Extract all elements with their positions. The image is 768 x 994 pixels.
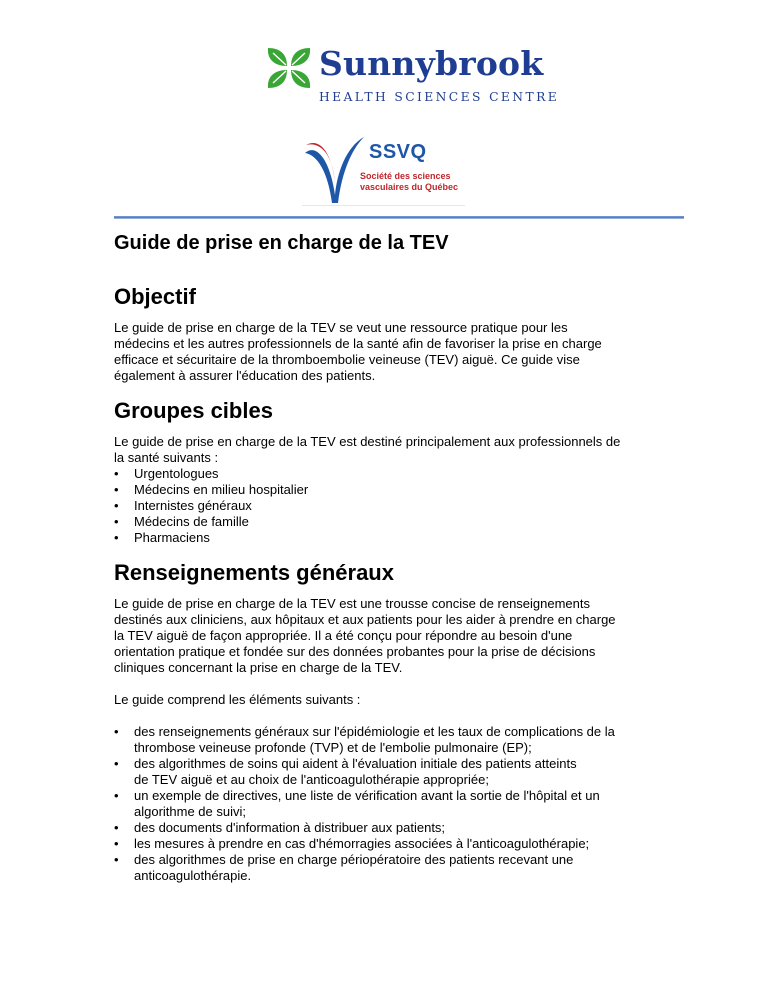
list-item: • Médecins de famille (114, 514, 674, 530)
objectif-paragraph (114, 320, 674, 384)
text-line: • des renseignements généraux sur l'épidémiologie et les taux de complications de la (134, 724, 615, 739)
ssvq-line-1: Société des sciences (360, 171, 451, 181)
list-item: • Internistes généraux (114, 498, 674, 514)
sunnybrook-name: Sunnybrook (319, 44, 544, 83)
text-line: algorithme de suivi; (134, 804, 246, 819)
text-line: également à assurer l'éducation des patients. (114, 368, 376, 383)
text-line: cliniques concernant la prise en charge de la TEV. (114, 660, 403, 675)
text-line: • les mesures à prendre en cas d'hémorragies associées à l'anticoagulothérapie; (134, 836, 590, 851)
header-divider (114, 216, 684, 219)
text-line: orientation pratique et fondée sur des données probantes pour la prise de décisions (114, 644, 596, 659)
text-line: • des algorithmes de prise en charge périopératoire des patients recevant une (134, 852, 574, 867)
sunnybrook-leaves-icon (265, 44, 313, 92)
ssvq-line-2: vasculaires du Québec (360, 182, 459, 192)
document-title: Guide de prise en charge de la TEV (114, 232, 449, 254)
text-line: efficace et sécuritaire de la thromboembolie veineuse (TEV) aiguë. Ce guide vise (114, 352, 580, 367)
text-line: • un exemple de directives, une liste de vérification avant la sortie de l'hôpital et un (134, 788, 600, 803)
list-item: • Médecins en milieu hospitalier (114, 482, 674, 498)
text-line: la santé suivants : (114, 450, 219, 465)
list-item (114, 820, 674, 836)
section-heading-groupes: Groupes cibles (114, 398, 273, 423)
text-line: de TEV aiguë et au choix de l'anticoagulothérapie appropriée; (134, 772, 489, 787)
list-item (114, 836, 674, 852)
section-heading-renseignements: Renseignements généraux (114, 560, 394, 585)
document-body (114, 230, 674, 884)
ssvq-logo (302, 133, 465, 206)
text-line: Le guide de prise en charge de la TEV se veut une ressource pratique pour les (114, 320, 568, 335)
renseignements-paragraph (114, 596, 674, 676)
text-line: médecins et les autres professionnels de la santé afin de favoriser la prise en charge (114, 336, 602, 351)
list-item (114, 724, 674, 756)
groupes-list (114, 466, 674, 546)
list-item (114, 852, 674, 884)
sunnybrook-subtitle: HEALTH SCIENCES CENTRE (319, 90, 560, 104)
section-heading-objectif: Objectif (114, 284, 196, 309)
text-line: Le guide de prise en charge de la TEV est destiné principalement aux professionnels de (114, 434, 621, 449)
list-item: • Urgentologues (114, 466, 674, 482)
renseignements-list (114, 724, 674, 884)
text-line: • des algorithmes de soins qui aident à l'évaluation initiale des patients atteints (134, 756, 577, 771)
ssvq-swoosh-icon (302, 133, 366, 205)
text-line: thrombose veineuse profonde (TVP) et de l'embolie pulmonaire (EP); (134, 740, 532, 755)
text-line: destinés aux cliniciens, aux hôpitaux et aux patients pour les aider à prendre en charge (114, 612, 616, 627)
text-line: la TEV aiguë de façon appropriée. Il a été conçu pour répondre au besoin d'une (114, 628, 573, 643)
sunnybrook-logo (265, 44, 560, 110)
text-line: anticoagulothérapie. (134, 868, 252, 883)
renseignements-list-intro: Le guide comprend les éléments suivants : (114, 692, 361, 707)
groupes-intro (114, 434, 674, 466)
list-item: • Pharmaciens (114, 530, 674, 546)
text-line: • des documents d'information à distribuer aux patients; (134, 820, 446, 835)
text-line: Le guide de prise en charge de la TEV est une trousse concise de renseignements (114, 596, 591, 611)
list-item (114, 756, 674, 788)
list-item (114, 788, 674, 820)
ssvq-acronym: SSVQ (369, 141, 427, 163)
